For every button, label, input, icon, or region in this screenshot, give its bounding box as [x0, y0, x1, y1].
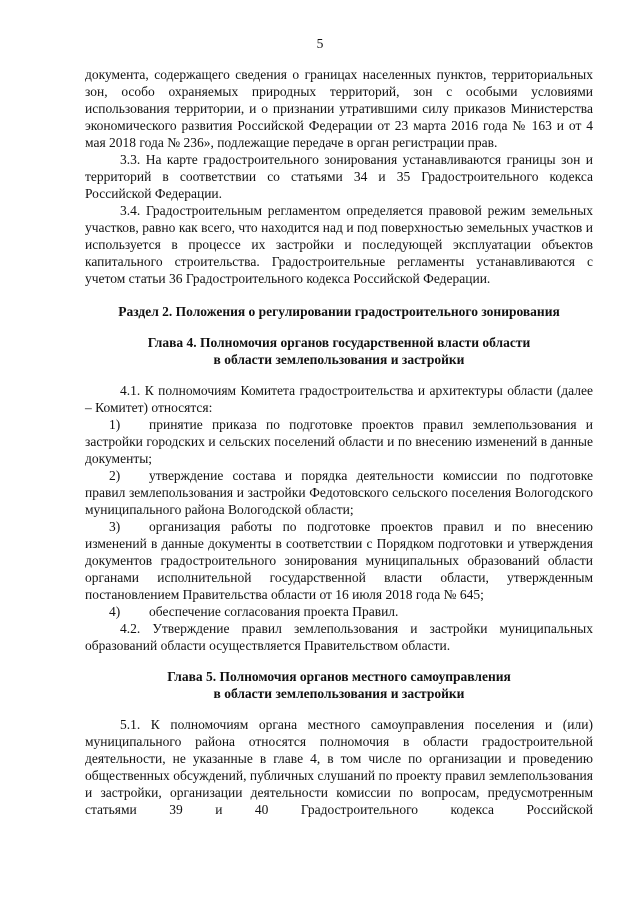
page-number: 5	[316, 36, 324, 51]
paragraph-5-1: 5.1. К полномочиям органа местного самоуправления поселения и (или) муниципального района относятся полномочия в области градостроительной деятельности, не указанные в главе 4, в том числе по организации и проведению общественных обсуждений, публичных слушаний по проекту правил землепользования и застройки, организации деятельности комиссии по вопросам, предусмотренным статьями 39 и 40 Градостроительного кодекса Российской	[85, 717, 593, 817]
list-item-2	[85, 467, 593, 518]
chapter-5-title	[85, 668, 593, 702]
list-item-3-number: 3)	[109, 519, 121, 534]
chapter-5-title-line-2: в области землепользования и застройки	[213, 686, 465, 701]
paragraph-continuation: документа, содержащего сведения о границах населенных пунктов, территориальных зон, особо охраняемых природных территорий, зон с особыми условиями использования территории, и о признании утратившими силу приказов Министерства экономического развития Российской Федерации от 23 марта 2016 года № 163 и от 4 мая 2018 года № 236», подлежащие передаче в орган регистрации прав.	[85, 67, 593, 150]
list-item-3	[85, 518, 593, 603]
chapter-5-title-line-1: Глава 5. Полномочия органов местного самоуправления	[167, 669, 511, 684]
list-item-4-text: обеспечение согласования проекта Правил.	[149, 604, 399, 619]
chapter-4-title-line-2: в области землепользования и застройки	[213, 352, 465, 367]
list-item-1	[85, 416, 593, 467]
list-item-2-text: утверждение состава и порядка деятельности комиссии по подготовке правил землепользования и застройки Федотовского сельского поселения Вологодского муниципального района Вологодской области;	[85, 468, 593, 517]
paragraph-4-1: 4.1. К полномочиям Комитета градостроительства и архитектуры области (далее – Комитет) относятся:	[85, 383, 593, 415]
chapter-4-title-line-1: Глава 4. Полномочия органов государственной власти области	[147, 335, 531, 350]
list-item-1-number: 1)	[109, 417, 121, 432]
list-item-1-text: принятие приказа по подготовке проектов правил землепользования и застройки городских и сельских поселений области и по внесению изменений в данные документы;	[85, 417, 593, 466]
list-item-4-number: 4)	[109, 604, 121, 619]
section-2-title: Раздел 2. Положения о регулировании градостроительного зонирования	[118, 304, 560, 319]
chapter-4-title	[85, 334, 593, 368]
list-item-4	[85, 603, 593, 620]
list-item-2-number: 2)	[109, 468, 121, 483]
list-item-3-text: организация работы по подготовке проектов правил и по внесению изменений в данные документы в соответствии с Порядком подготовки и утверждения документов градостроительного зонирования муниципальных образований области органами исполнительной государственной власти области, утвержденным постановлением Правительства области от 16 июля 2018 года № 645;	[85, 519, 593, 602]
page-body	[85, 66, 593, 818]
paragraph-3-3: 3.3. На карте градостроительного зонирования устанавливаются границы зон и территорий в соответствии со статьями 34 и 35 Градостроительного кодекса Российской Федерации.	[85, 152, 593, 201]
paragraph-4-2: 4.2. Утверждение правил землепользования и застройки муниципальных образований области осуществляется Правительством области.	[85, 621, 593, 653]
paragraph-3-4: 3.4. Градостроительным регламентом определяется правовой режим земельных участков, равно как всего, что находится над и под поверхностью земельных участков и используется в процессе их застройки и последующей эксплуатации объектов капитального строительства. Градостроительные регламенты устанавливаются с учетом статьи 36 Градостроительного кодекса Российской Федерации.	[85, 203, 593, 286]
